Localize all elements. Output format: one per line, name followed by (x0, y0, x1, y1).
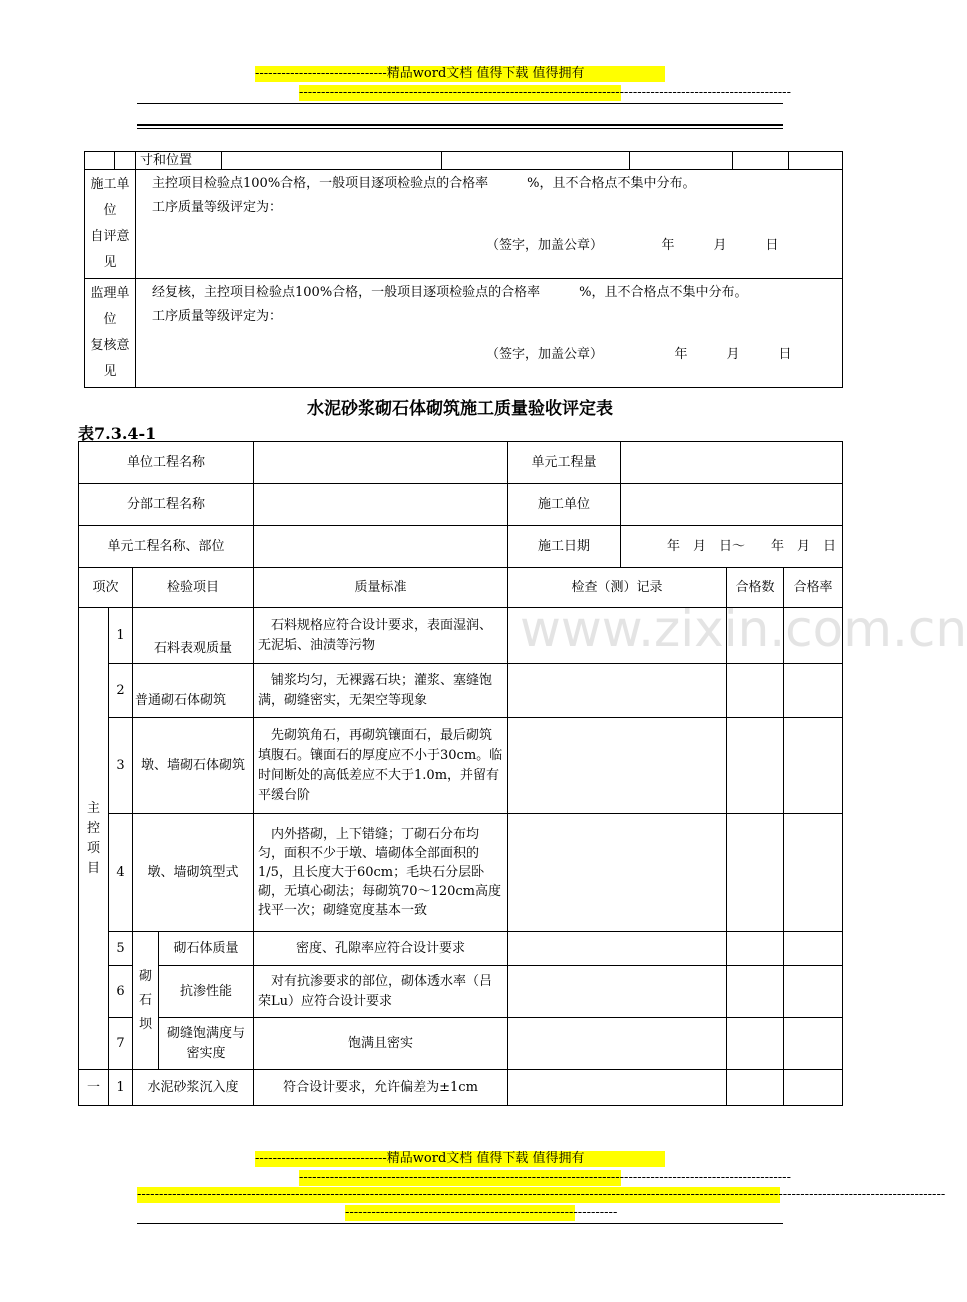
row-pass-rate[interactable] (784, 718, 843, 814)
element-name-label: 单元工程名称、部位 (79, 526, 254, 568)
row-item: 墩、墙砌石体砌筑 (133, 718, 254, 814)
col-pass-count: 合格数 (727, 568, 784, 608)
header-rule-1 (137, 103, 783, 104)
watermark: www.zixin.com.cn (520, 600, 967, 658)
row-pass-count[interactable] (727, 814, 784, 932)
review-line2: 工序质量等级评定为： (152, 309, 283, 324)
footer-banner-4: -------------------------------------------------------------- (345, 1205, 618, 1220)
division-name-label: 分部工程名称 (79, 484, 254, 526)
table-row (79, 932, 843, 966)
header-banner-2: ---------------------------------------------------------------------------------------------------------------- (299, 85, 791, 100)
row-standard: 对有抗渗要求的部位，砌体透水率（吕荣Lu）应符合设计要求 (254, 966, 508, 1018)
self-eval-label: 施工单位 自评意见 (90, 177, 130, 270)
review-line1: 经复核，主控项目检验点100%合格，一般项目逐项检验点的合格率 %，且不合格点不集中分布。 (152, 285, 748, 300)
row-pass-rate[interactable] (784, 1018, 843, 1070)
row-no: 1 (109, 1070, 133, 1106)
self-eval-line1: 主控项目检验点100%合格，一般项目逐项检验点的合格率 %，且不合格点不集中分布。 (152, 176, 696, 191)
row-standard: 铺浆均匀，无裸露石块；灌浆、塞缝饱满，砌缝密实，无架空等现象 (254, 664, 508, 718)
row-no: 2 (109, 664, 133, 718)
footer-banner-2: ---------------------------------------------------------------------------------------------------------------- (299, 1170, 791, 1185)
row-record[interactable] (508, 966, 727, 1018)
table-row (79, 718, 843, 814)
form-title: 水泥砂浆砌石体砌筑施工质量验收评定表 (307, 399, 613, 419)
row-item: 墩、墙砌筑型式 (133, 814, 254, 932)
table-row (79, 1018, 843, 1070)
row-item: 普通砌石体砌筑 (133, 664, 254, 718)
header-banner-1: ------------------------------精品word文档 值得下载 值得拥有 (255, 66, 665, 82)
row-no: 1 (109, 608, 133, 664)
element-name-value[interactable] (254, 526, 508, 568)
unit-quantity-value[interactable] (621, 442, 843, 484)
row-no: 5 (109, 932, 133, 966)
row-item: 抗渗性能 (159, 966, 254, 1018)
previous-table (84, 151, 843, 388)
row-standard: 先砌筑角石，再砌筑镶面石，最后砌筑填腹石。镶面石的厚度应不小于30cm。临时间断处的高低差应不大于1.0m，并留有平缓台阶 (254, 718, 508, 814)
self-eval-line2: 工序质量等级评定为： (152, 200, 283, 215)
construction-unit-value[interactable] (621, 484, 843, 526)
unit-project-name-value[interactable] (254, 442, 508, 484)
col-item-no: 项次 (79, 568, 133, 608)
table-row (79, 664, 843, 718)
construction-date-label: 施工日期 (508, 526, 621, 568)
evaluation-table (78, 441, 843, 1106)
footer-rule (137, 1223, 783, 1224)
row-item: 砌石体质量 (159, 932, 254, 966)
construction-date-value: 年 月 日～ 年 月 日 (621, 526, 843, 568)
row-record[interactable] (508, 1070, 727, 1106)
row-item: 水泥砂浆沉入度 (133, 1070, 254, 1106)
general-group: 一 (79, 1070, 109, 1106)
row-standard: 饱满且密实 (254, 1018, 508, 1070)
row-pass-count[interactable] (727, 932, 784, 966)
row-pass-rate[interactable] (784, 814, 843, 932)
header-rule-3 (137, 128, 783, 129)
row-pass-rate[interactable] (784, 1070, 843, 1106)
row-record[interactable] (508, 608, 727, 664)
row-pass-count[interactable] (727, 966, 784, 1018)
main-control-group: 主 控 项 目 (79, 608, 109, 1070)
row-no: 3 (109, 718, 133, 814)
dimension-position-label: 寸和位置 (136, 152, 222, 170)
construction-unit-label: 施工单位 (508, 484, 621, 526)
row-no: 7 (109, 1018, 133, 1070)
row-item: 石料表观质量 (133, 608, 254, 664)
row-standard: 内外搭砌，上下错缝；丁砌石分布均匀，面积不少于墩、墙砌体全部面积的1/5，且长度大于60cm；毛块石分层卧砌，无填心砌法；每砌筑70～120cm高度找平一次；砌缝宽度基本一致 (254, 814, 508, 932)
row-pass-rate[interactable] (784, 932, 843, 966)
self-eval-signature: （签字，加盖公章） 年 月 日 (486, 238, 779, 253)
row-record[interactable] (508, 664, 727, 718)
review-signature: （签字，加盖公章） 年 月 日 (486, 347, 792, 362)
division-name-value[interactable] (254, 484, 508, 526)
row-pass-count[interactable] (727, 608, 784, 664)
row-record[interactable] (508, 718, 727, 814)
row-item: 砌缝饱满度与密实度 (159, 1018, 254, 1070)
unit-quantity-label: 单元工程量 (508, 442, 621, 484)
row-pass-count[interactable] (727, 1018, 784, 1070)
row-pass-rate[interactable] (784, 608, 843, 664)
row-pass-rate[interactable] (784, 664, 843, 718)
col-pass-rate: 合格率 (784, 568, 843, 608)
footer-banner-3: ---------------------------------------------------------------------------------------------------------------------------------------------------------------------------------------- (137, 1187, 946, 1202)
row-standard: 符合设计要求，允许偏差为±1cm (254, 1070, 508, 1106)
review-label: 监理单位 复核意见 (90, 286, 130, 379)
row-no: 6 (109, 966, 133, 1018)
footer-banner-1: ------------------------------精品word文档 值得下载 值得拥有 (255, 1151, 665, 1167)
row-no: 4 (109, 814, 133, 932)
row-record[interactable] (508, 814, 727, 932)
table-row (79, 1070, 843, 1106)
table-row (79, 608, 843, 664)
row-record[interactable] (508, 1018, 727, 1070)
col-quality-standard: 质量标准 (254, 568, 508, 608)
table-row (79, 814, 843, 932)
table-number: 表7.3.4-1 (78, 424, 157, 443)
row-standard: 石料规格应符合设计要求，表面湿润、无泥垢、油渍等污物 (254, 608, 508, 664)
unit-project-name-label: 单位工程名称 (79, 442, 254, 484)
col-inspection-item: 检验项目 (133, 568, 254, 608)
row-standard: 密度、孔隙率应符合设计要求 (254, 932, 508, 966)
rubble-dam-group: 砌 石 坝 (133, 932, 159, 1070)
row-pass-count[interactable] (727, 1070, 784, 1106)
header-rule-2 (137, 124, 783, 126)
table-row (79, 966, 843, 1018)
col-check-record: 检查（测）记录 (508, 568, 727, 608)
row-pass-count[interactable] (727, 718, 784, 814)
row-pass-rate[interactable] (784, 966, 843, 1018)
row-pass-count[interactable] (727, 664, 784, 718)
row-record[interactable] (508, 932, 727, 966)
